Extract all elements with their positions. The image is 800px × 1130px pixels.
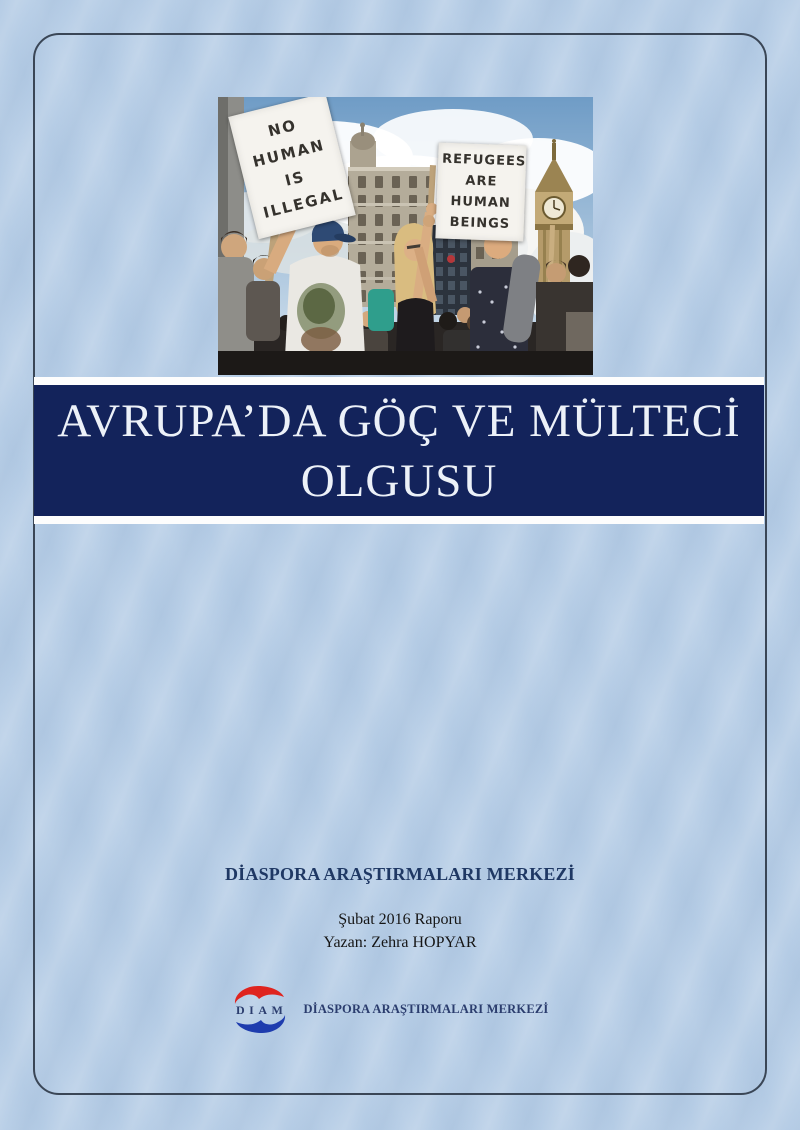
diam-logo-blue-swoosh	[236, 1015, 285, 1033]
placard-right-text: REFUGEES ARE HUMAN BEINGS	[441, 151, 527, 233]
title-banner	[34, 377, 764, 524]
publisher-heading: DİASPORA ARAŞTIRMALARI MERKEZİ	[224, 864, 576, 884]
diam-logo	[0, 983, 788, 1035]
report-title-line1: AVRUPA’DA GÖÇ VE MÜLTECİ	[57, 394, 741, 447]
report-title-line2: OLGUSU	[300, 454, 498, 507]
diam-logo-red-swoosh	[234, 986, 283, 1004]
report-meta	[0, 908, 800, 954]
diam-logo-acronym: DIAM	[235, 1003, 287, 1017]
diam-logo-wordmark: DİASPORA ARAŞTIRMALARI MERKEZİ	[303, 1001, 549, 1016]
diam-logo-mark	[228, 983, 292, 1035]
report-date-line: Şubat 2016 Raporu	[338, 911, 462, 928]
cover-photo	[218, 97, 593, 375]
placard-refugees-are-human-beings	[435, 142, 526, 241]
placard-left-text: NO HUMAN IS ILLEGAL	[250, 115, 346, 223]
report-author-line: Yazan: Zehra HOPYAR	[323, 934, 477, 951]
